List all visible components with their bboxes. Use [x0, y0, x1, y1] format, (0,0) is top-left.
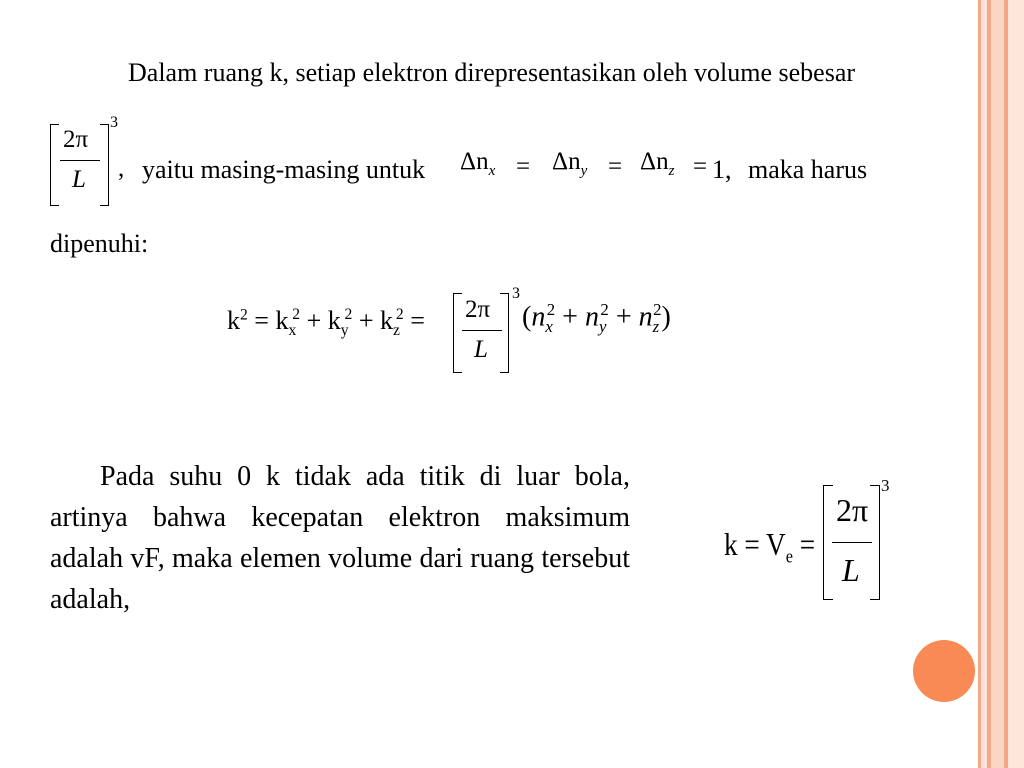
text-line-3: dipenuhi:	[50, 229, 149, 258]
equals-3: =	[693, 153, 708, 180]
border-stripe	[1008, 0, 1024, 768]
delta-nz: $\Delta n_z$	[640, 148, 675, 179]
delta-nx: $\Delta n_x$	[460, 148, 496, 179]
comma: ,	[118, 155, 125, 182]
fraction-numerator: 2π	[63, 126, 89, 153]
decorative-dot	[913, 640, 975, 702]
k-squared-formula: $k^2 = k_x^2 + k_y^2 + k_z^2$ =	[227, 306, 425, 340]
equals-2: =	[608, 153, 623, 180]
n-sum: $(n_x^2 + n_y^2 + n_z^2)$	[522, 300, 671, 336]
fraction-power: 3	[110, 114, 118, 131]
equals-1: =	[516, 153, 531, 180]
delta-ny: $\Delta n_y$	[552, 148, 588, 179]
fraction-numerator: 2π	[465, 296, 491, 323]
one-value: 1,	[712, 155, 732, 184]
fraction-denominator: L	[72, 166, 86, 193]
fraction-power: 3	[881, 476, 890, 495]
fraction-bar	[462, 330, 502, 331]
border-stripe	[991, 0, 1004, 768]
text-tail: maka harus	[748, 155, 868, 184]
fraction-bar	[832, 542, 872, 543]
text-line-2: yaitu masing-masing untuk	[142, 155, 426, 184]
fraction-power: 3	[512, 285, 520, 302]
fraction-denominator: L	[474, 336, 488, 363]
fraction-numerator: 2π	[836, 492, 869, 528]
volume-formula: $k = V_e$ =	[724, 526, 816, 568]
fraction-bar	[60, 160, 100, 161]
fraction-denominator: L	[842, 552, 860, 588]
paragraph: Pada suhu 0 k tidak ada titik di luar bola, artinya bahwa kecepatan elektron maksimum adalah vF, maka elemen volume dari ruang tersebut adalah,	[50, 461, 630, 615]
text-line-1: Dalam ruang k, setiap elektron direpresentasikan oleh volume sebesar	[128, 58, 856, 87]
